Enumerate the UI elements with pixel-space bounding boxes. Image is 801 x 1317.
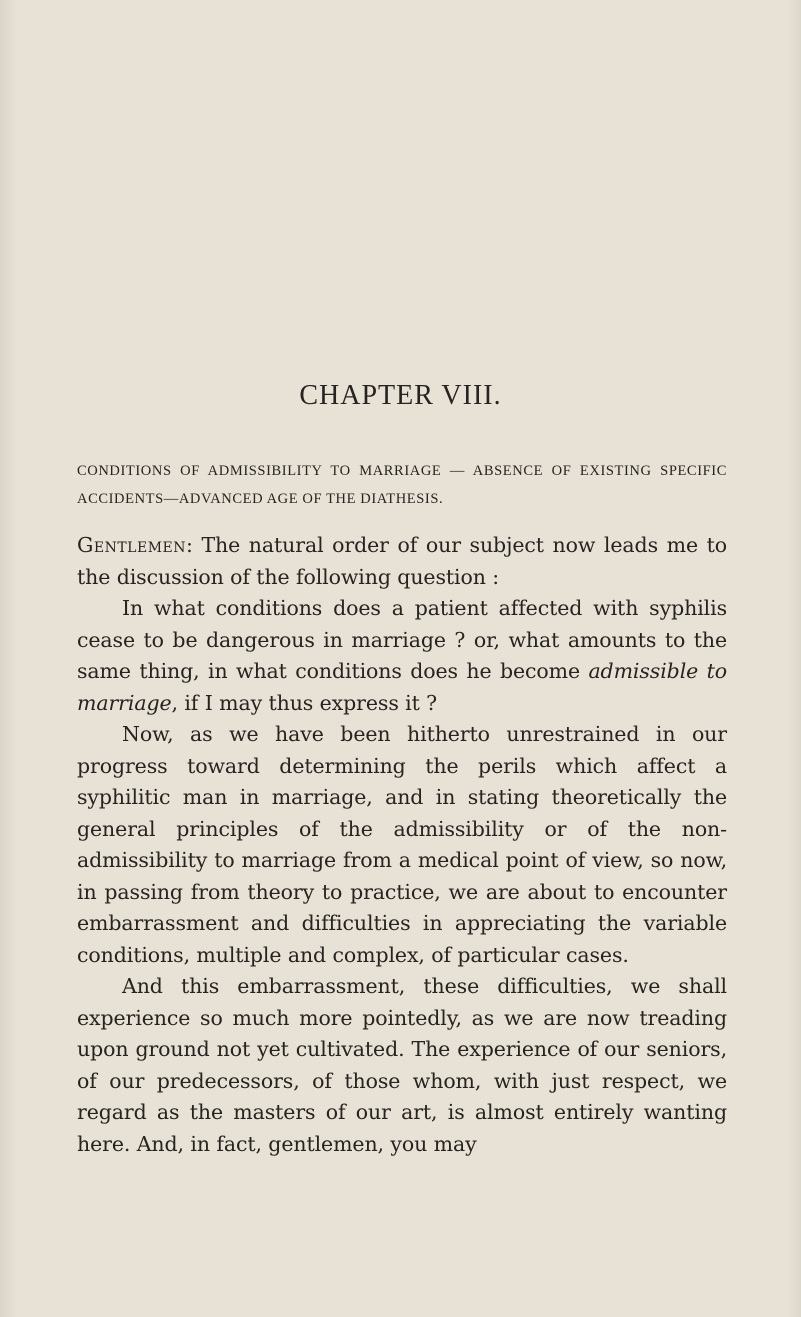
paragraph-2-text-start: In what conditions does a patient affected with syphilis cease to be dangerous in marriage ? or, what amounts to the same thing, in what conditions does he become bbox=[77, 596, 727, 683]
paragraph-1 bbox=[77, 530, 727, 593]
body-text bbox=[77, 530, 727, 1160]
salutation: Gentlemen bbox=[77, 533, 187, 557]
chapter-summary: CONDITIONS OF ADMISSIBILITY TO MARRIAGE — ABSENCE OF EXISTING SPECIFIC ACCIDENTS—ADVANCED AGE OF THE DIATHESIS. bbox=[77, 463, 727, 507]
paragraph-3: Now, as we have been hitherto unrestrained in our progress toward determining the perils which affect a syphilitic man in marriage, and in stating theoretically the general principles of the admissibility or of the non-admissibility to marriage from a medical point of view, so now, in passing from theory to practice, we are about to encounter embarrassment and difficulties in appreciating the variable conditions, multiple and complex, of particular cases. bbox=[77, 722, 727, 967]
paragraph-1-text: : The natural order of our subject now leads me to the discussion of the following question : bbox=[77, 533, 727, 589]
paragraph-4: And this embarrassment, these difficulties, we shall experience so much more pointedly, as we are now treading upon ground not yet cultivated. The experience of our seniors, of our predecessors, of those whom, with just respect, we regard as the masters of our art, is almost entirely wanting here. And, in fact, gentlemen, you may bbox=[77, 974, 727, 1156]
chapter-title: CHAPTER VIII. bbox=[299, 380, 502, 411]
paragraph-2-text-end: , if I may thus express it ? bbox=[171, 690, 438, 715]
paragraph-2 bbox=[77, 593, 727, 719]
emphasis-admissible: admissible to marriage bbox=[77, 659, 727, 715]
